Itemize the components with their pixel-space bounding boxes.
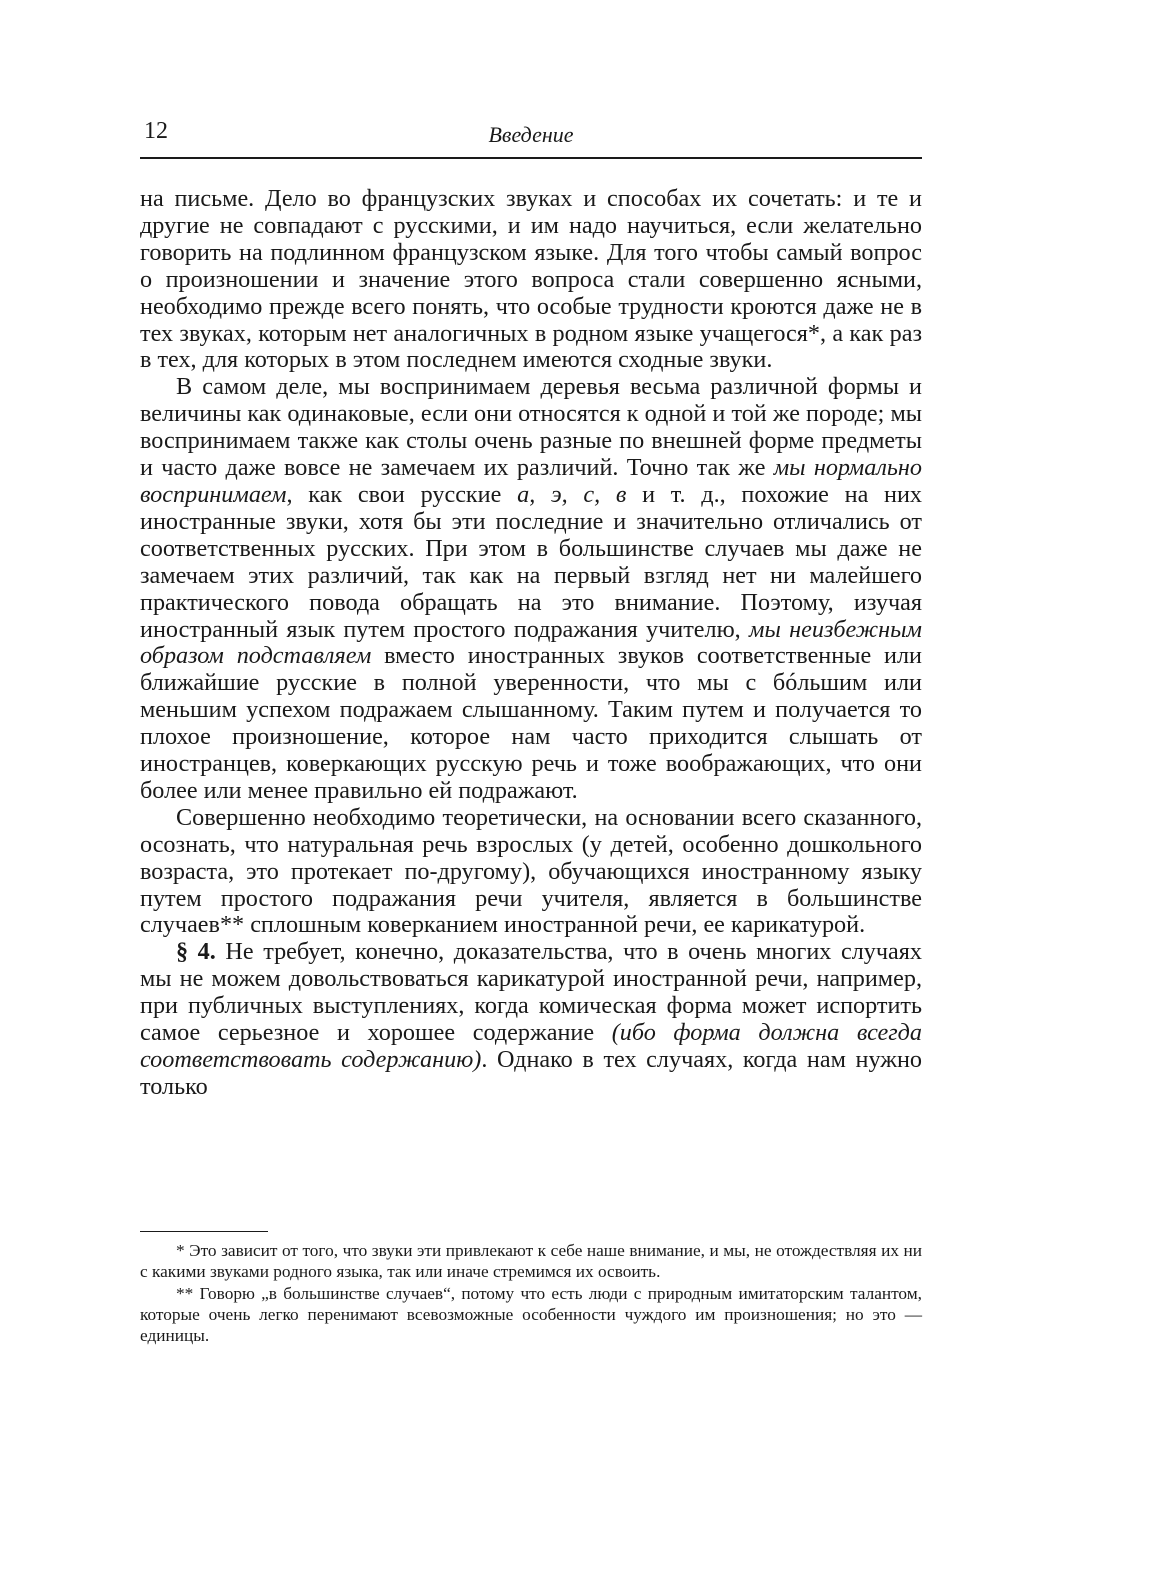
paragraph-2-text-b: , как свои русские — [286, 480, 518, 508]
section-number: § 4. — [176, 938, 216, 966]
running-head: Введение — [488, 122, 574, 147]
paragraph-1: на письме. Дело во французских звуках и способах их сочетать: и те и другие не совпадают с русскими, и им надо научиться, если желательно говорить на подлинном французском языке. Для того чтобы самый вопрос о произношении и значение этого вопроса стали совершенно ясными, необходимо прежде всего понять, что особые трудности кроются даже не в тех звуках, которым нет аналогичных в родном языке учащегося*, а как раз в тех, для которых в этом последнем имеются сходные звуки. — [140, 185, 922, 374]
footnote-rule — [140, 1231, 268, 1232]
paragraph-2 — [140, 374, 922, 805]
paragraph-4-text-a: Не требует, конечно, доказательства, что в очень многих случаях мы не можем довольствоваться карикатурой иностранной речи, например, при публичных выступлениях, когда комическая форма может испортить самое серьезное и хорошее содержание — [140, 938, 922, 1047]
page-header — [140, 118, 922, 158]
paragraph-3: Совершенно необходимо теоретически, на основании всего сказанного, осознать, что натуральная речь взрослых (у детей, особенно дошкольного возраста, это протекает по-другому), обучающихся иностранному языку путем простого подражания речи учителя, является в большинстве случаев** сплошным коверканием иностранной речи, ее карикатурой. — [140, 803, 922, 939]
header-rule — [140, 157, 922, 159]
paragraph-2-italic-1: мы нормально воспринимаем — [140, 454, 922, 508]
footnote-1: * Это зависит от того, что звуки эти привлекают к себе наше внимание, и мы, не отождествляя их ни с какими звуками родного языка, так или иначе стремимся их освоить. — [140, 1241, 922, 1282]
paragraph-4 — [140, 939, 922, 1100]
footnote-2: ** Говорю „в большинстве случаев“, потому что есть люди с природным имитаторским талантом, которые очень легко перенимают всевозможные особенности чуждого им произношения; но это — единицы. — [140, 1283, 922, 1346]
paragraph-2-text-d: вместо иностранных звуков соответственные или ближайшие русские в полной уверенности, что мы с бóльшим или меньшим успехом подражаем слышанному. Таким путем и получается то плохое произношение, которое нам часто приходится слышать от иностранцев, коверкающих русскую речь и тоже воображающих, что они более или менее правильно ей подражают. — [140, 642, 922, 804]
paragraph-2-italic-2: мы неизбежным образом подставляем — [140, 615, 922, 670]
footnotes — [140, 1240, 922, 1346]
paragraph-4-italic: (ибо форма должна всегда соответствовать содержанию) — [140, 1019, 922, 1073]
paragraph-2-text-a: В самом деле, мы воспринимаем деревья весьма различной формы и величины как одинаковые, если они относятся к одной и той же породе; мы воспринимаем также как столы очень разные по внешней форме предметы и часто даже вовсе не замечаем их различий. Точно так же — [140, 373, 922, 482]
page-number: 12 — [144, 118, 168, 144]
body-text — [140, 186, 922, 1101]
paragraph-4-text-b: . Однако в тех случаях, когда нам нужно только — [140, 1046, 922, 1100]
paragraph-2-text-c: и т. д., похожие на них иностранные звуки, хотя бы эти последние и значительно отличались от соответственных русских. При этом в большинстве случаев мы даже не замечаем этих различий, так как на первый взгляд нет ни малейшего практического повода обращать на это внимание. Поэтому, изучая иностранный язык путем простого подражания учителю, — [140, 480, 923, 643]
paragraph-2-letters: а, э, с, в — [517, 480, 627, 508]
